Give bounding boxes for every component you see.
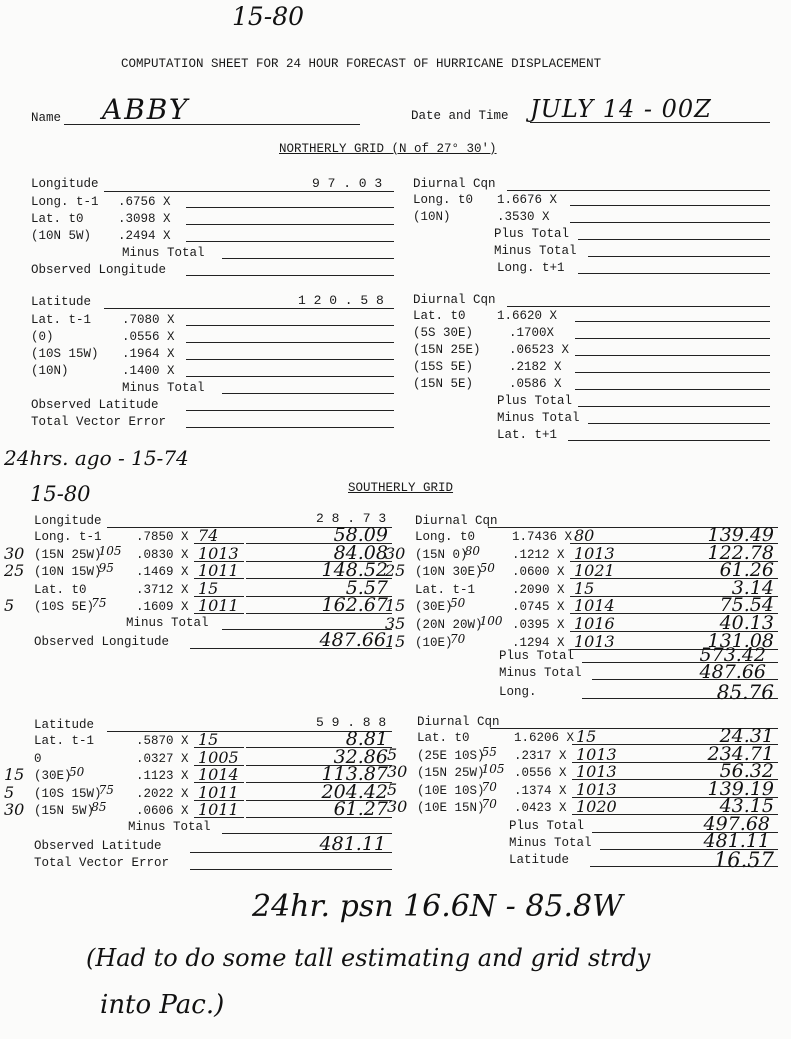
handwritten-product: 113.87 <box>321 763 388 786</box>
row-label: Lat. t0 <box>413 309 466 323</box>
handwritten-input: 74 <box>198 526 219 545</box>
row-coef: .0600 X <box>512 565 565 580</box>
handwritten-angle: 50 <box>69 765 85 780</box>
row-label: (10S 15W) <box>31 347 99 361</box>
section-value: 5 9 . 8 8 <box>316 715 387 730</box>
handwritten-weight: 30 <box>4 543 25 563</box>
sheet-number: 15-80 <box>232 2 305 31</box>
row-label: Lat. t0 <box>34 582 87 597</box>
name-label: Name <box>31 111 62 125</box>
blank-line <box>507 190 770 191</box>
row-label: (10N 15W) <box>34 565 102 580</box>
blank-line <box>186 224 394 225</box>
handwritten-input: 1011 <box>198 782 239 802</box>
section-label: Diurnal Cqn <box>417 715 500 729</box>
row-coef: .3712 X <box>136 582 189 597</box>
row-label: (15N 25W) <box>417 766 485 781</box>
southerly-grid-title: SOUTHERLY GRID <box>348 481 454 495</box>
blank-line <box>190 869 392 870</box>
row-coef: .0327 X <box>136 751 189 766</box>
section-value: 9 7 . 0 3 <box>312 176 383 191</box>
blank-line <box>575 321 770 322</box>
blank-line <box>578 406 770 407</box>
minus-total-label: Minus Total <box>122 246 205 260</box>
blank-line <box>590 866 778 867</box>
section-value: 2 8 . 7 3 <box>316 511 387 526</box>
handwritten-input: 1021 <box>574 561 615 581</box>
handwritten-input: 1013 <box>576 762 617 782</box>
handwritten-product: 32.86 <box>333 745 388 768</box>
blank-line <box>186 207 394 208</box>
row-label: (15N 25W) <box>34 547 102 562</box>
handwritten-input: 15 <box>576 727 597 746</box>
result-value: 16.57 <box>713 848 774 872</box>
handwritten-product: 58.09 <box>333 524 388 546</box>
handwritten-input: 1013 <box>574 543 615 563</box>
row-coef: .0830 X <box>136 547 189 562</box>
row-coef: .2494 X <box>118 229 171 243</box>
blank-line <box>246 613 392 614</box>
handwritten-input: 1020 <box>576 797 617 817</box>
handwritten-weight: 30 <box>4 800 25 820</box>
handwritten-angle: 95 <box>98 561 114 576</box>
forecast-position: 24hr. psn 16.6N - 85.8W <box>252 889 623 924</box>
row-label: Lat. t0 <box>31 212 84 226</box>
handwritten-product: 131.08 <box>707 629 774 652</box>
sheet-number-note: 15-80 <box>30 482 91 506</box>
section-label: Latitude <box>34 718 95 732</box>
section-label: Diurnal Cqn <box>413 293 496 307</box>
handwritten-weight: 5 <box>4 596 15 616</box>
handwritten-product: 43.15 <box>719 795 774 818</box>
handwritten-weight: 25 <box>4 561 25 581</box>
handwritten-angle: 75 <box>98 782 114 797</box>
minus-value: 481.11 <box>703 830 770 852</box>
row-coef: 1.7436 X <box>512 530 573 544</box>
row-label: (10N) <box>413 210 451 224</box>
blank-line <box>186 427 394 428</box>
blank-line <box>246 817 392 818</box>
row-label: (5S 30E) <box>413 326 474 340</box>
row-label: (10S 5E) <box>34 600 95 615</box>
minus-total-label: Minus Total <box>494 244 577 258</box>
handwritten-angle: 105 <box>481 762 505 777</box>
handwritten-angle: 70 <box>481 779 497 794</box>
handwritten-weight: 35 <box>385 614 406 633</box>
row-coef: .1964 X <box>122 347 175 361</box>
note-line-2: into Pac.) <box>100 990 225 1020</box>
handwritten-input: 1013 <box>574 631 615 651</box>
row-coef: .3530 X <box>497 210 550 224</box>
row-label: (15N 5W) <box>34 804 95 819</box>
handwritten-product: 8.81 <box>345 728 388 750</box>
row-label: (10E 15N) <box>417 801 485 816</box>
error-label: Total Vector Error <box>31 415 167 429</box>
handwritten-product: 84.08 <box>333 541 388 564</box>
section-label: Diurnal Cqn <box>413 177 496 191</box>
blank-line <box>104 191 394 192</box>
row-label: (30E) <box>415 600 453 615</box>
plus-total-label: Plus Total <box>499 649 575 664</box>
handwritten-product: 139.19 <box>707 777 774 800</box>
handwritten-input: 1013 <box>576 779 617 799</box>
minus-value: 487.66 <box>699 661 766 684</box>
handwritten-product: 56.32 <box>719 760 774 783</box>
handwritten-input: 1013 <box>198 543 239 563</box>
row-coef: .7850 X <box>136 530 189 544</box>
row-label: Lat. t-1 <box>415 582 476 597</box>
date-value: JULY 14 - 00Z <box>530 95 712 123</box>
row-coef: .1609 X <box>136 600 189 615</box>
blank-line <box>578 273 770 274</box>
row-label: Lat. t-1 <box>34 734 95 748</box>
handwritten-weight: 30 <box>385 543 406 563</box>
minus-total-label: Minus Total <box>128 820 211 834</box>
observed-label: Observed Latitude <box>31 398 159 412</box>
handwritten-angle: 70 <box>450 631 466 646</box>
minus-total-label: Minus Total <box>509 836 592 850</box>
row-coef: .0556 X <box>122 330 175 344</box>
blank-line <box>570 205 770 206</box>
handwritten-angle: 105 <box>98 543 122 558</box>
row-coef: .1700X <box>509 326 555 340</box>
row-coef: .2022 X <box>136 786 189 801</box>
row-coef: .0395 X <box>512 618 565 632</box>
handwritten-product: 5.57 <box>345 576 388 599</box>
row-coef: .0745 X <box>512 600 565 615</box>
handwritten-weight: 30 <box>387 762 408 782</box>
blank-line <box>186 325 394 326</box>
blank-line <box>507 306 770 307</box>
row-label: Long. t0 <box>415 530 476 544</box>
blank-line <box>572 814 624 815</box>
row-label: (10N 30E) <box>415 565 483 580</box>
handwritten-input: 15 <box>198 730 219 749</box>
blank-line <box>575 389 770 390</box>
row-coef: 1.6620 X <box>497 309 558 323</box>
blank-line <box>222 393 394 394</box>
blank-line <box>570 222 770 223</box>
section-label: Diurnal Cqn <box>415 514 498 528</box>
row-label: (15N 0) <box>415 547 468 562</box>
row-label: 0 <box>34 751 42 766</box>
blank-line <box>575 355 770 356</box>
blank-line <box>570 649 622 650</box>
handwritten-product: 162.67 <box>321 594 388 617</box>
blank-line <box>575 372 770 373</box>
observed-label: Observed Longitude <box>34 635 170 649</box>
blank-line <box>588 256 770 257</box>
blank-line <box>222 258 394 259</box>
handwritten-angle: 50 <box>479 561 495 576</box>
row-coef: .1469 X <box>136 565 189 580</box>
row-coef: .1212 X <box>512 547 565 562</box>
handwritten-product: 75.54 <box>719 594 774 617</box>
observed-label: Observed Latitude <box>34 839 162 853</box>
row-label: (10N) <box>31 364 69 378</box>
blank-line <box>190 852 392 853</box>
section-label: Latitude <box>31 295 92 309</box>
plus-total-label: Plus Total <box>497 394 573 408</box>
row-label: (10E) <box>415 635 453 650</box>
row-coef: .1400 X <box>122 364 175 378</box>
handwritten-input: 1014 <box>574 596 615 616</box>
row-coef: .3098 X <box>118 212 171 226</box>
blank-line <box>194 613 244 614</box>
handwritten-weight: 15 <box>4 765 25 785</box>
row-coef: 1.6676 X <box>497 193 558 207</box>
row-label: (15S 5E) <box>413 360 474 374</box>
section-value: 1 2 0 . 5 8 <box>298 293 384 308</box>
blank-line <box>186 359 394 360</box>
sheet-title: COMPUTATION SHEET FOR 24 HOUR FORECAST OF HURRICANE DISPLACEMENT <box>121 57 602 71</box>
handwritten-input: 1011 <box>198 596 239 616</box>
blank-line <box>186 376 394 377</box>
blank-line <box>588 423 770 424</box>
blank-line <box>190 648 392 649</box>
observed-value: 487.66 <box>319 629 386 651</box>
handwritten-input: 15 <box>198 578 219 598</box>
row-coef: .2317 X <box>514 748 567 763</box>
blank-line <box>194 817 244 818</box>
handwritten-input: 1013 <box>576 744 617 764</box>
handwritten-angle: 80 <box>464 543 481 558</box>
handwritten-product: 40.13 <box>719 612 774 634</box>
northerly-grid-title: NORTHERLY GRID (N of 27° 30') <box>279 142 497 156</box>
blank-line <box>104 308 394 309</box>
handwritten-input: 1016 <box>574 614 615 633</box>
error-label: Total Vector Error <box>34 856 170 870</box>
handwritten-product: 61.26 <box>719 559 774 582</box>
plus-value: 573.42 <box>699 644 766 667</box>
handwritten-input: 1005 <box>198 747 239 767</box>
handwritten-input: 1014 <box>198 765 239 785</box>
handwritten-angle: 85 <box>91 800 107 815</box>
row-coef: .1123 X <box>136 769 189 784</box>
row-label: (30E) <box>34 769 72 784</box>
blank-line <box>568 440 770 441</box>
row-coef: .2182 X <box>509 360 562 374</box>
handwritten-angle: 75 <box>91 596 107 611</box>
handwritten-angle: 100 <box>479 614 503 628</box>
blank-line <box>186 275 394 276</box>
handwritten-weight: 5 <box>387 779 398 799</box>
row-coef: .6756 X <box>118 195 171 209</box>
result-label: Latitude <box>509 853 570 867</box>
row-label: (15N 25E) <box>413 343 481 357</box>
blank-line <box>582 698 778 699</box>
handwritten-angle: 70 <box>481 797 497 812</box>
row-coef: 1.6206 X <box>514 731 575 745</box>
blank-line <box>186 241 394 242</box>
row-coef: .5870 X <box>136 734 189 748</box>
row-label: Long. t-1 <box>31 195 99 209</box>
plus-total-label: Plus Total <box>509 819 585 833</box>
minus-total-label: Minus Total <box>497 411 580 425</box>
row-label: (25E 10S) <box>417 748 485 763</box>
handwritten-product: 139.49 <box>707 524 774 546</box>
minus-total-label: Minus Total <box>122 381 205 395</box>
minus-total-label: Minus Total <box>499 666 582 681</box>
handwritten-product: 148.52 <box>321 559 388 582</box>
name-value: ABBY <box>102 93 190 126</box>
handwritten-input: 1011 <box>198 561 239 581</box>
handwritten-angle: 50 <box>450 596 466 611</box>
section-label: Longitude <box>31 177 99 191</box>
handwritten-input: 1011 <box>198 800 239 820</box>
row-coef: .0586 X <box>509 377 562 391</box>
row-label: (10E 10S) <box>417 783 485 798</box>
row-label: (20N 20W) <box>415 618 483 632</box>
row-label: (10S 15W) <box>34 786 102 801</box>
result-label: Long. <box>499 685 537 700</box>
note-line-1: (Had to do some tall estimating and grid strdy <box>86 944 651 972</box>
row-label: Lat. t0 <box>417 731 470 745</box>
blank-line <box>575 338 770 339</box>
plus-total-label: Plus Total <box>494 227 570 241</box>
handwritten-input: 80 <box>574 526 595 545</box>
handwritten-product: 3.14 <box>731 576 774 599</box>
ago-note: 24hrs. ago - 15-74 <box>4 446 189 470</box>
handwritten-product: 61.27 <box>333 798 388 821</box>
result-value: 85.76 <box>716 680 774 705</box>
date-label: Date and Time <box>411 109 509 123</box>
row-coef: .1374 X <box>514 783 567 798</box>
row-coef: .0556 X <box>514 766 567 781</box>
observed-value: 481.11 <box>319 833 386 855</box>
observed-label: Observed Longitude <box>31 263 167 277</box>
handwritten-weight: 15 <box>385 631 406 651</box>
row-label: (15N 5E) <box>413 377 474 391</box>
row-coef: .1294 X <box>512 635 565 650</box>
row-label: Long. t0 <box>413 193 474 207</box>
minus-total-label: Minus Total <box>126 616 209 630</box>
handwritten-weight: 25 <box>385 561 406 581</box>
handwritten-angle: 55 <box>481 744 497 759</box>
handwritten-product: 24.31 <box>719 725 774 747</box>
row-coef: .2090 X <box>512 582 565 597</box>
row-label: Lat. t-1 <box>31 313 92 327</box>
handwritten-weight: 5 <box>4 782 15 802</box>
handwritten-product: 234.71 <box>707 742 774 765</box>
result-label: Long. t+1 <box>497 261 565 275</box>
row-coef: .7080 X <box>122 313 175 327</box>
handwritten-product: 204.42 <box>321 780 388 803</box>
row-coef: .0423 X <box>514 801 567 816</box>
result-label: Lat. t+1 <box>497 428 558 442</box>
section-label: Longitude <box>34 514 102 528</box>
handwritten-product: 122.78 <box>707 541 774 564</box>
row-label: Long. t-1 <box>34 530 102 544</box>
handwritten-weight: 30 <box>387 797 408 817</box>
row-coef: .0606 X <box>136 804 189 819</box>
handwritten-weight: 5 <box>387 744 398 764</box>
blank-line <box>186 342 394 343</box>
row-label: (10N 5W) <box>31 229 92 243</box>
blank-line <box>578 239 770 240</box>
row-coef: .06523 X <box>509 343 570 357</box>
plus-value: 497.68 <box>703 813 770 835</box>
row-label: (0) <box>31 330 54 344</box>
blank-line <box>186 410 394 411</box>
handwritten-input: 15 <box>574 578 595 598</box>
handwritten-weight: 15 <box>385 596 406 616</box>
